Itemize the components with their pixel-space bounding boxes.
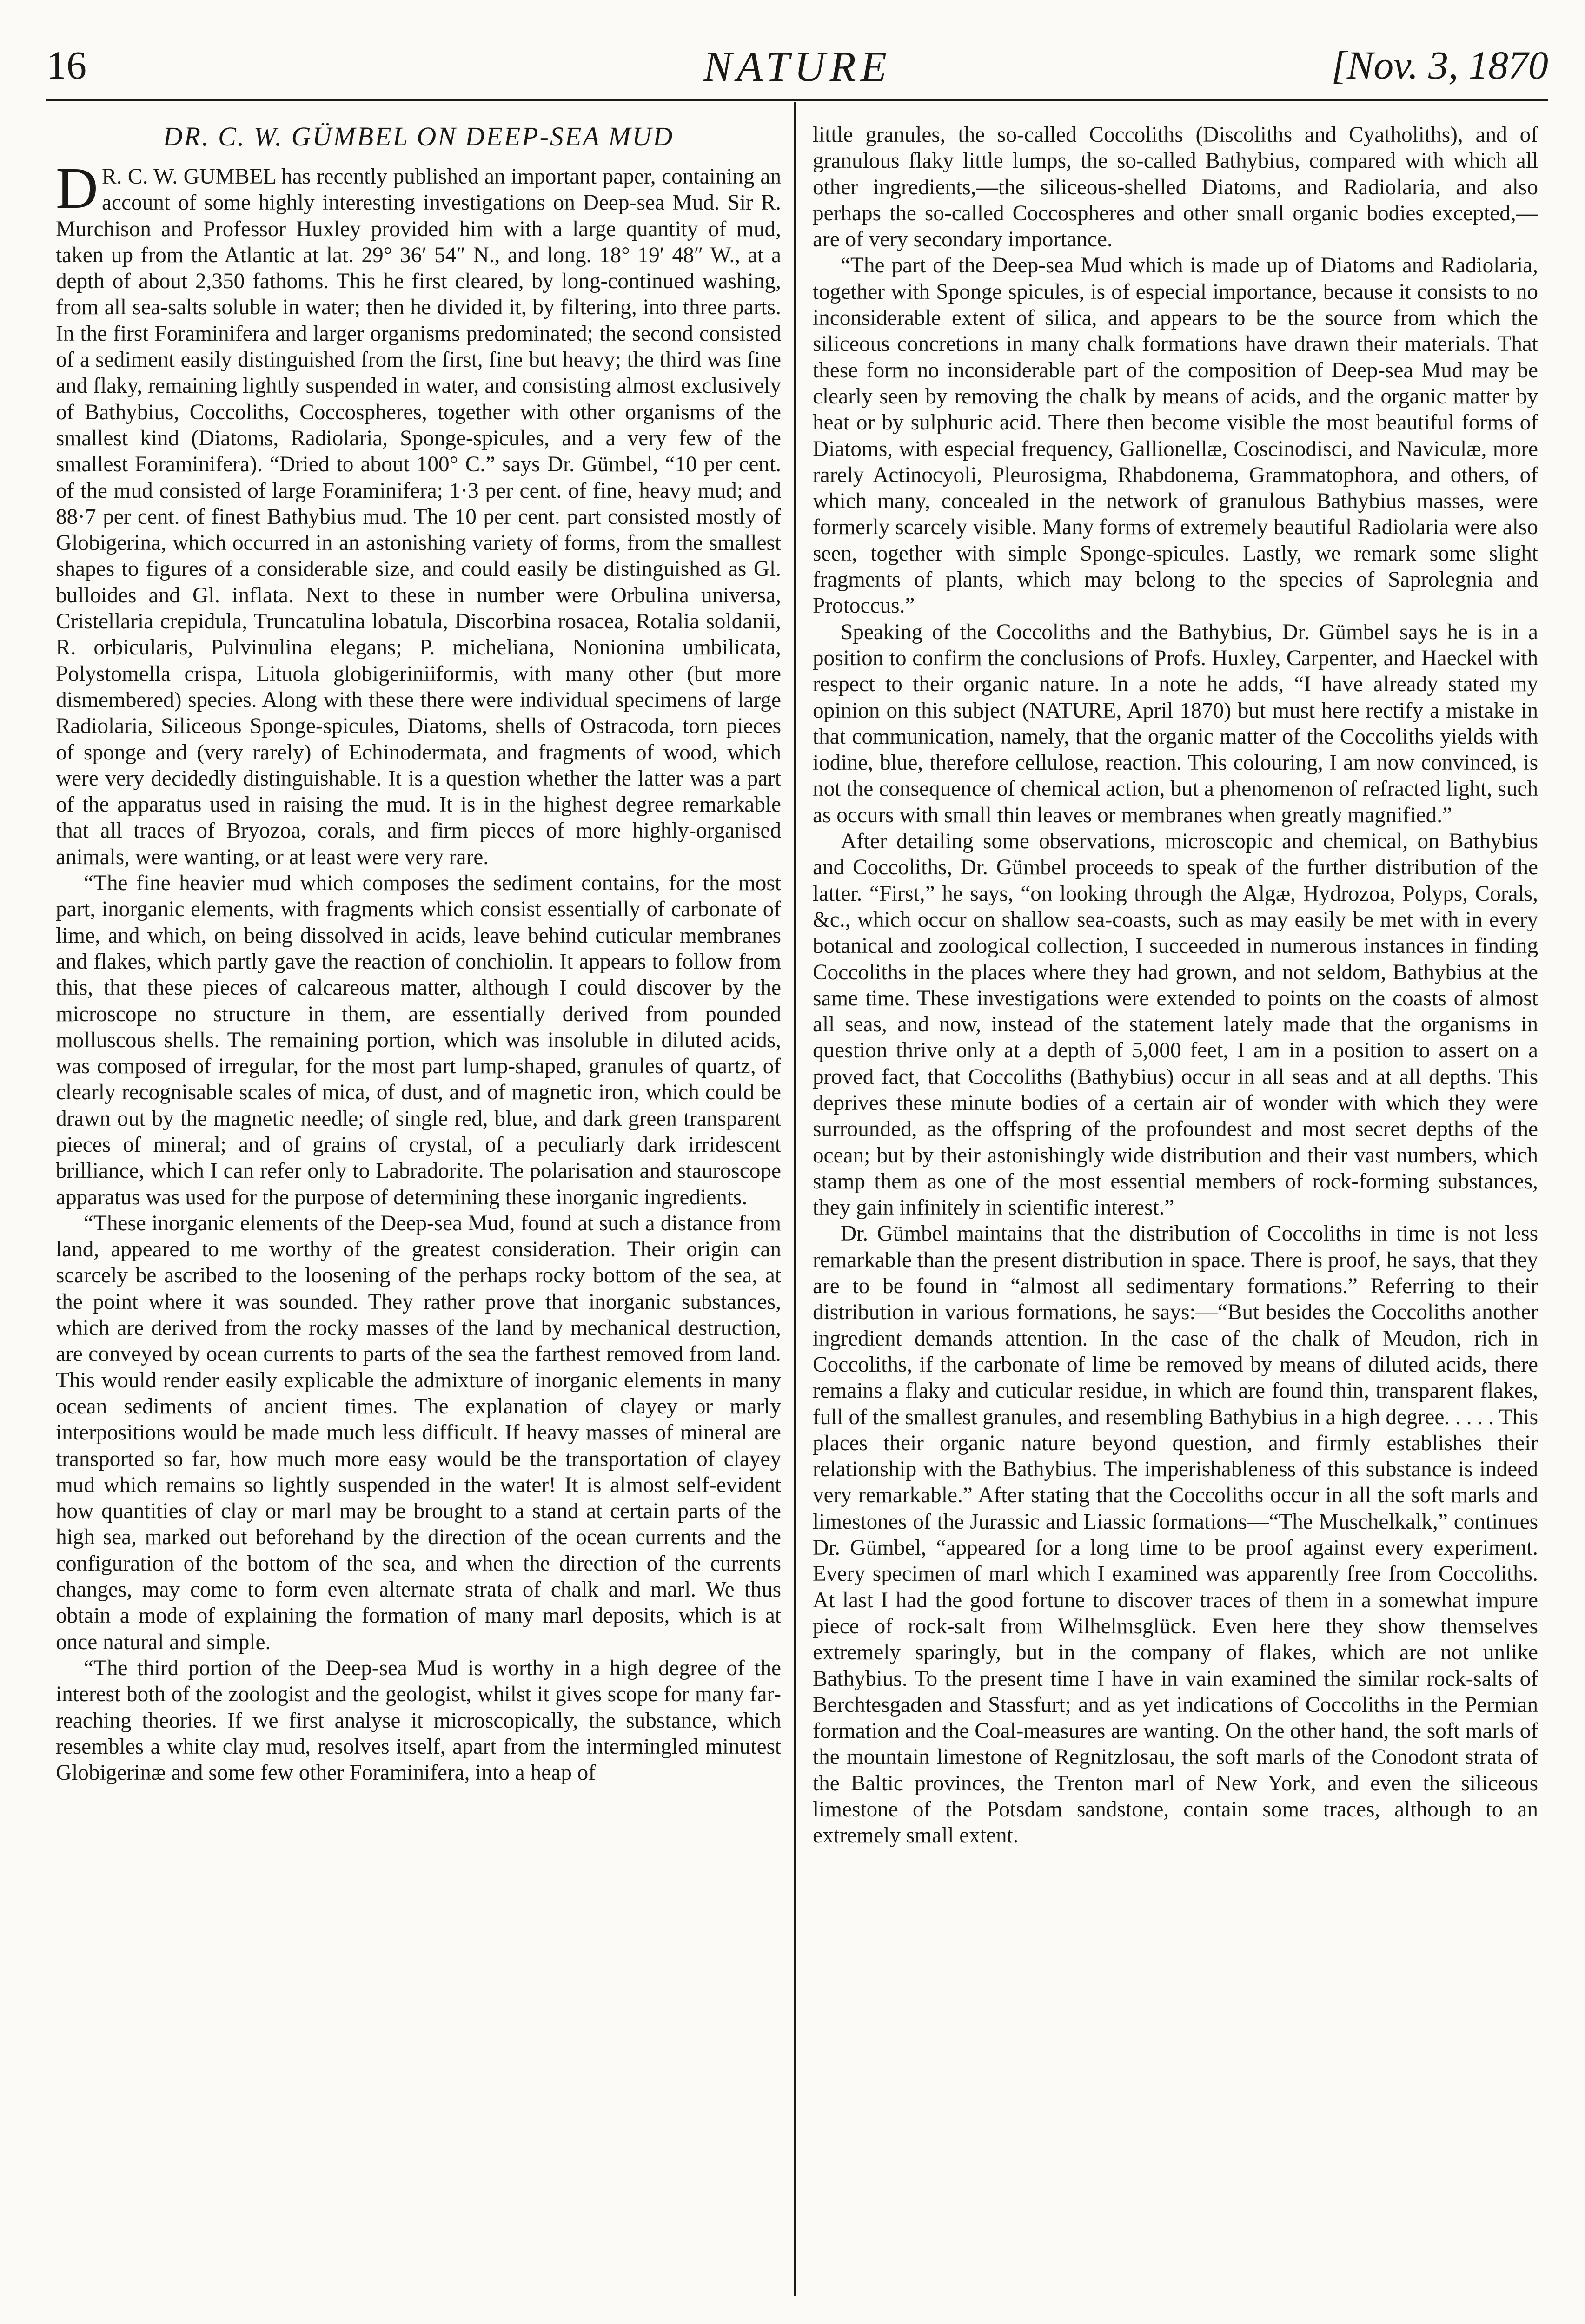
left-column	[56, 122, 781, 2316]
header-rule	[46, 99, 1548, 101]
article-title: DR. C. W. GÜMBEL ON DEEP-SEA MUD	[163, 122, 674, 152]
article-paragraph: Dr. Gümbel maintains that the distribution of Coccoliths in time is not less remarkable than the present distribution in space. There is proof, he says, that they are to be found in “almost all sedimentary formations.” Referring to their distribution in various formations, he says:—“But besides the Coccoliths another ingredient demands attention. In the case of the chalk of Meudon, rich in Coccoliths, if the carbonate of lime be removed by means of diluted acids, there remains a flaky and cuticular residue, in which are found thin, transparent flakes, full of the smallest granules, and resembling Bathybius in a high degree. . . . . This places their organic nature beyond question, and firmly establishes their relationship with the Bathybius. The imperishableness of this substance is indeed very remarkable.” After stating that the Coccoliths occur in all the soft marls and limestones of the Jurassic and Liassic formations—“The Muschelkalk,” continues Dr. Gümbel, “appeared for a long time to be proof against every experiment. Every specimen of marl which I examined was apparently free from Coccoliths. At last I had the good fortune to discover traces of them in a somewhat impure piece of rock-salt from Wilhelmsglück. Even here they show themselves extremely sparingly, but in the company of flakes, which are not unlike Bathybius. To the present time I have in vain examined the similar rock-salts of Berchtesgaden and Stassfurt; and as yet indications of Coccoliths in the Permian formation and the Coal-measures are wanting. On the other hand, the soft marls of the mountain limestone of Regnitzlosau, the soft marls of the Conodont strata of the Baltic provinces, the Trenton marl of New York, and even the siliceous limestone of the Potsdam sandstone, contain some traces, although to an extremely small extent.	[813, 1221, 1538, 1848]
paragraph-text: R. C. W. GUMBEL has recently published an important paper, containing an account of some highly interesting investigations on Deep-sea Mud. Sir R. Murchison and Professor Huxley provided him with a large quantity of mud, taken up from the Atlantic at lat. 29° 36′ 54″ N., and long. 18° 19′ 48″ W., at a depth of about 2,350 fathoms. This he first cleared, by long-continued washing, from all sea-salts soluble in water; then he divided it, by filtering, into three parts. In the first Foraminifera and larger organisms predominated; the second consisted of a sediment easily distinguished from the first, fine but heavy; the third was fine and flaky, remaining lightly suspended in water, and consisting almost exclusively of Bathybius, Coccoliths, Coccospheres, together with other organisms of the smallest kind (Diatoms, Radiolaria, Sponge-spicules, and a very few of the smallest Foraminifera). “Dried to about 100° C.” says Dr. Gümbel, “10 per cent. of the mud consisted of large Foraminifera; 1·3 per cent. of fine, heavy mud; and 88·7 per cent. of finest Bathybius mud. The 10 per cent. part consisted mostly of Globigerina, which occurred in an astonishing variety of forms, from the smallest shapes to figures of a considerable size, and could easily be distinguished as Gl. bulloides and Gl. inflata. Next to these in number were Orbulina universa, Cristellaria crepidula, Truncatulina lobatula, Discorbina rosacea, Rotalia soldanii, R. orbicularis, Pulvinulina elegans; P. micheliana, Nonionina umbilicata, Polystomella crispa, Lituola globigeriniiformis, with many other (but more dismembered) species. Along with these there were individual specimens of large Radiolaria, Siliceous Sponge-spicules, Diatoms, shells of Ostracoda, torn pieces of sponge and (very rarely) of Echinodermata, and fragments of wood, which were very decidedly distinguishable. It is a question whether the latter was a part of the apparatus used in raising the mud. It is in the highest degree remarkable that all traces of Bryozoa, corals, and firm pieces of more highly-organised animals, were wanting, or at least were very rare.	[56, 165, 781, 869]
page-header	[46, 37, 1548, 98]
article-paragraph: After detailing some observations, microscopic and chemical, on Bathybius and Coccoliths, Dr. Gümbel proceeds to speak of the further distribution of the latter. “First,” he says, “on looking through the Algæ, Hydrozoa, Polyps, Corals, &c., which occur on shallow sea-coasts, such as may easily be met with in every botanical and zoological collection, I succeeded in numerous instances in finding Coccoliths in the places where they had grown, and not seldom, Bathybius at the same time. These investigations were extended to points on the coasts of almost all seas, and now, instead of the statement lately made that the organisms in question thrive only at a depth of 5,000 feet, I am in a position to assert on a proved fact, that Coccoliths (Bathybius) occur in all seas and at all depths. This deprives these minute bodies of a certain air of wonder with which they were surrounded, as the offspring of the profoundest and most secret depths of the ocean; but by their astonishingly wide distribution and their vast numbers, which stamp them as one of the most essential members of rock-forming substances, they gain infinitely in scientific interest.”	[813, 829, 1538, 1220]
article-paragraph: “These inorganic elements of the Deep-sea Mud, found at such a distance from land, appeared to me worthy of the greatest consideration. Their origin can scarcely be ascribed to the loosening of the perhaps rocky bottom of the sea, at the point where it was sounded. They rather prove that inorganic substances, which are derived from the rocky masses of the land by mechanical destruction, are conveyed by ocean currents to parts of the sea the farthest removed from land. This would render easily explicable the admixture of inorganic elements in many ocean sediments of ancient times. The explanation of clayey or marly interpositions would be made much less difficult. If heavy masses of mineral are transported so far, how much more easy would be the transportation of clayey mud which remains so lightly suspended in the water! It is almost self-evident how quantities of clay or marl may be brought to a stand at certain parts of the high sea, marked out beforehand by the direction of the ocean currents and the configuration of the bottom of the sea, and when the direction of the currents changes, may come to form even alternate strata of chalk and marl. We thus obtain a mode of explaining the formation of many marl deposits, which is at once natural and simple.	[56, 1211, 781, 1654]
journal-title: NATURE	[703, 43, 892, 90]
article-paragraph: “The third portion of the Deep-sea Mud is worthy in a high degree of the interest both of the zoologist and the geologist, whilst it gives scope for many far-reaching theories. If we first analyse it microscopically, the substance, which resembles a white clay mud, resolves itself, apart from the intermingled minutest Globigerinæ and some few other Foraminifera, into a heap of	[56, 1656, 781, 1785]
drop-cap: D	[56, 156, 98, 221]
column-divider	[794, 102, 796, 2296]
article-paragraph: Speaking of the Coccoliths and the Bathybius, Dr. Gümbel says he is in a position to confirm the conclusions of Profs. Huxley, Carpenter, and Haeckel with respect to their organic nature. In a note he adds, “I have already stated my opinion on this subject (NATURE, April 1870) but must here rectify a mistake in that communication, namely, that the organic matter of the Coccoliths yields with iodine, blue, therefore cellulose, reaction. This colouring, I am now convinced, is not the consequence of chemical action, but a phenomenon of refracted light, such as occurs with small thin leaves or membranes when greatly magnified.”	[813, 620, 1538, 827]
article-paragraph: little granules, the so-called Coccoliths (Discoliths and Cyatholiths), and of granulous flaky little lumps, the so-called Bathybius, compared with which all other ingredients,—the siliceous-shelled Diatoms, and Radiolaria, and also perhaps the so-called Coccospheres and other small organic bodies excepted,—are of very secondary importance.	[813, 123, 1538, 252]
right-column	[813, 122, 1538, 2316]
page-number: 16	[46, 43, 86, 87]
article-paragraph	[56, 156, 781, 870]
article-paragraph: “The part of the Deep-sea Mud which is made up of Diatoms and Radiolaria, together with Sponge spicules, is of especial importance, because it consists to no inconsiderable extent of silica, and appears to be the source from which the siliceous concretions in many chalk formations have drawn their materials. That these form no inconsiderable part of the composition of Deep-sea Mud may be clearly seen by removing the chalk by means of acids, and the organic matter by heat or by sulphuric acid. There then become visible the most beautiful forms of Diatoms, with especial frequency, Gallionellæ, Coscinodisci, and Naviculæ, more rarely Actinocyoli, Pleurosigma, Rhabdonema, Grammatophora, and others, of which many, concealed in the network of granulous Bathybius masses, were formerly scarcely visible. Many forms of extremely beautiful Radiolaria were also seen, together with simple Sponge-spicules. Lastly, we remark some slight fragments of plants, which may belong to the species of Saprolegnia and Protoccus.”	[813, 253, 1538, 618]
issue-date: [Nov. 3, 1870	[1331, 43, 1548, 87]
article-paragraph: “The fine heavier mud which composes the sediment contains, for the most part, inorganic elements, with fragments which consist essentially of carbonate of lime, and which, on being dissolved in acids, leave behind cuticular membranes and flakes, which partly gave the reaction of conchiolin. It appears to follow from this, that these pieces of calcareous matter, although I could discover by the microscope no structure in them, are essentially derived from pounded molluscous shells. The remaining portion, which was insoluble in diluted acids, was composed of irregular, for the most part lump-shaped, granules of quartz, of clearly recognisable scales of mica, of dust, and of magnetic iron, which could be drawn out by the magnetic needle; of single red, blue, and dark green transparent pieces of mineral; and of grains of crystal, of a peculiarly dark irridescent brilliance, which I can refer only to Labradorite. The polarisation and stauroscope apparatus was used for the purpose of determining these inorganic ingredients.	[56, 871, 781, 1209]
